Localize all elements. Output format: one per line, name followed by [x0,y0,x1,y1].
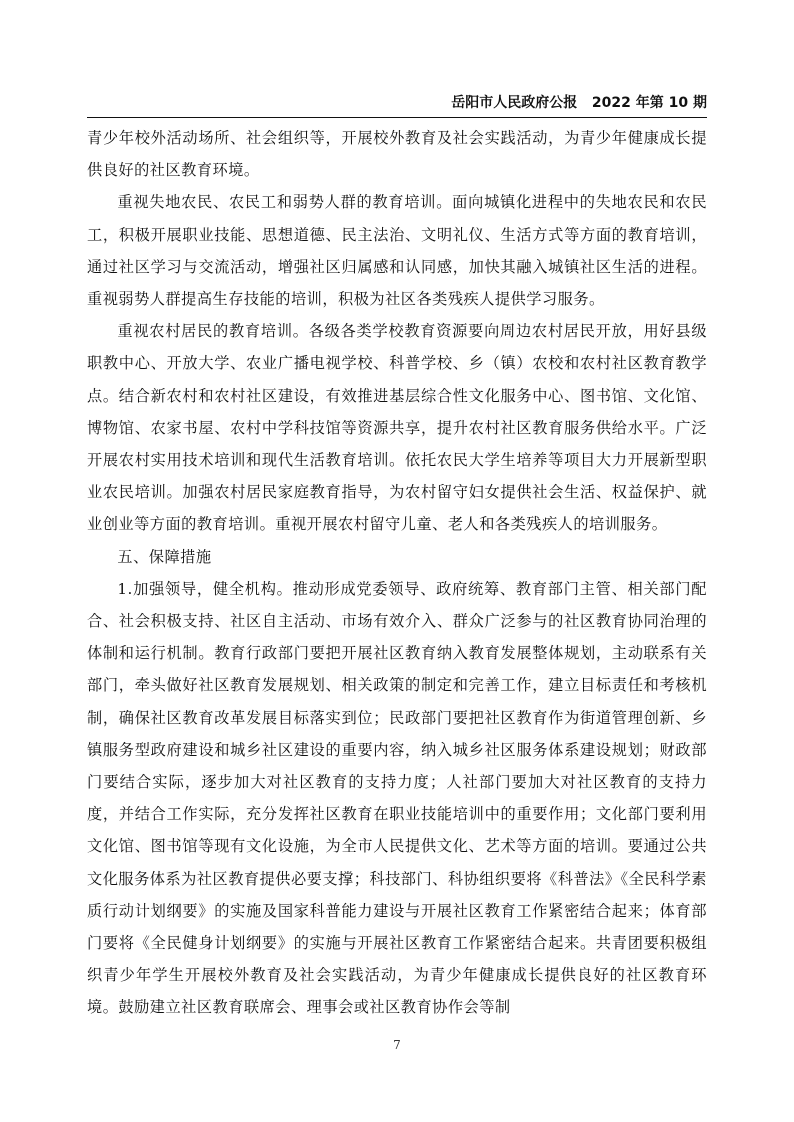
page-number: 7 [393,1038,401,1052]
header-rule [87,117,707,118]
paragraph: 重视失地农民、农民工和弱势人群的教育培训。面向城镇化进程中的失地农民和农民工，积极开展职业技能、思想道德、民主法治、文明礼仪、生活方式等方面的教育培训，通过社区学习与交流活动，增强社区归属感和认同感，加快其融入城镇社区生活的进程。重视弱势人群提高生存技能的培训，积极为社区各类残疾人提供学习服务。 [87,193,707,309]
section-heading: 五、保障措施 [117,547,212,566]
paragraph: 青少年校外活动场所、社会组织等，开展校外教育及社会实践活动，为青少年健康成长提供良好的社区教育环境。 [87,129,707,180]
body-text [87,122,707,1024]
publication-title: 岳阳市人民政府公报 [451,95,578,111]
paragraph: 重视农村居民的教育培训。各级各类学校教育资源要向周边农村居民开放，用好县级职教中心、开放大学、农业广播电视学校、科普学校、乡（镇）农校和农村社区教育教学点。结合新农村和农村社区建设，有效推进基层综合性文化服务中心、图书馆、文化馆、博物馆、农家书屋、农村中学科技馆等资源共享，提升农村社区教育服务供给水平。广泛开展农村实用技术培训和现代生活教育培训。依托农民大学生培养等项目大力开展新型职业农民培训。加强农村居民家庭教育指导，为农村留守妇女提供社会生活、权益保护、就业创业等方面的教育培训。重视开展农村留守儿童、老人和各类残疾人的培训服务。 [87,322,707,534]
page-header [87,92,707,114]
issue-number: 2022 年第 10 期 [591,95,707,111]
paragraph: 1.加强领导，健全机构。推动形成党委领导、政府统筹、教育部门主管、相关部门配合、社会积极支持、社区自主活动、市场有效介入、群众广泛参与的社区教育协同治理的体制和运行机制。教育行政部门要把开展社区教育纳入教育发展整体规划，主动联系有关部门，牵头做好社区教育发展规划、相关政策的制定和完善工作，建立目标责任和考核机制，确保社区教育改革发展目标落实到位；民政部门要把社区教育作为街道管理创新、乡镇服务型政府建设和城乡社区建设的重要内容，纳入城乡社区服务体系建设规划；财政部门要结合实际，逐步加大对社区教育的支持力度；人社部门要加大对社区教育的支持力度，并结合工作实际，充分发挥社区教育在职业技能培训中的重要作用；文化部门要利用文化馆、图书馆等现有文化设施，为全市人民提供文化、艺术等方面的培训。要通过公共文化服务体系为社区教育提供必要支撑；科技部门、科协组织要将《科普法》《全民科学素质行动计划纲要》的实施及国家科普能力建设与开展社区教育工作紧密结合起来；体育部门要将《全民健身计划纲要》的实施与开展社区教育工作紧密结合起来。共青团要积极组织青少年学生开展校外教育及社会实践活动，为青少年健康成长提供良好的社区教育环境。鼓励建立社区教育联席会、理事会或社区教育协作会等制 [87,579,707,1017]
